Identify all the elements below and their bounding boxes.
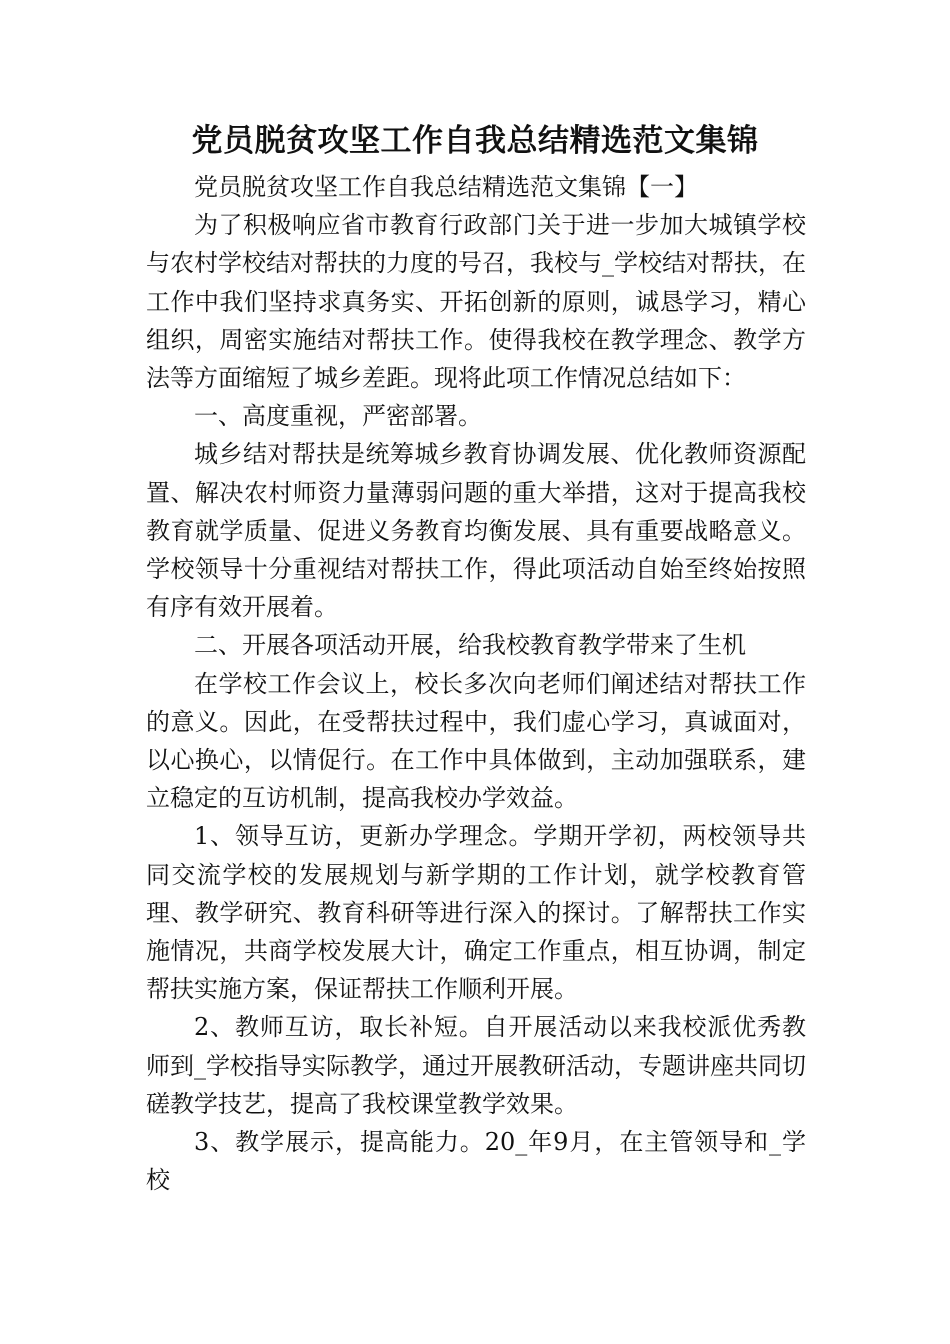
body-paragraph: 在学校工作会议上，校长多次向老师们阐述结对帮扶工作的意义。因此，在受帮扶过程中，我们虚心学习，真诚面对，以心换心，以情促行。在工作中具体做到，主动加强联系，建立稳定的互访机制，提高我校办学效益。 — [146, 669, 806, 813]
document-title: 党员脱贫攻坚工作自我总结精选范文集锦 — [191, 123, 759, 159]
section-heading-2: 二、开展各项活动开展，给我校教育教学带来了生机 — [194, 631, 746, 660]
subtitle-paragraph: 党员脱贫攻坚工作自我总结精选范文集锦【一】 — [194, 173, 698, 201]
body-paragraph: 城乡结对帮扶是统筹城乡教育协调发展、优化教师资源配置、解决农村师资力量薄弱问题的重大举措，这对于提高我校教育就学质量、促进义务教育均衡发展、具有重要战略意义。学校领导十分重视结对帮扶工作，得此项活动自始至终始按照有序有效开展着。 — [146, 440, 806, 622]
document-body — [146, 168, 806, 1199]
list-item-2: 2、教师互访，取长补短。自开展活动以来我校派优秀教师到_学校指导实际教学，通过开展教研活动，专题讲座共同切磋教学技艺，提高了我校课堂教学效果。 — [146, 1013, 806, 1118]
list-item-3: 3、教学展示，提高能力。20_年9月，在主管领导和_学校 — [146, 1128, 806, 1195]
list-item-1: 1、领导互访，更新办学理念。学期开学初，两校领导共同交流学校的发展规划与新学期的工作计划，就学校教育管理、教学研究、教育科研等进行深入的探讨。了解帮扶工作实施情况，共商学校发展大计，确定工作重点，相互协调，制定帮扶实施方案，保证帮扶工作顺利开展。 — [146, 822, 806, 1004]
intro-paragraph: 为了积极响应省市教育行政部门关于进一步加大城镇学校与农村学校结对帮扶的力度的号召，我校与_学校结对帮扶，在工作中我们坚持求真务实、开拓创新的原则，诚恳学习，精心组织，周密实施结对帮扶工作。使得我校在教学理念、教学方法等方面缩短了城乡差距。现将此项工作情况总结如下： — [146, 211, 806, 393]
section-heading-1: 一、高度重视，严密部署。 — [194, 402, 482, 431]
